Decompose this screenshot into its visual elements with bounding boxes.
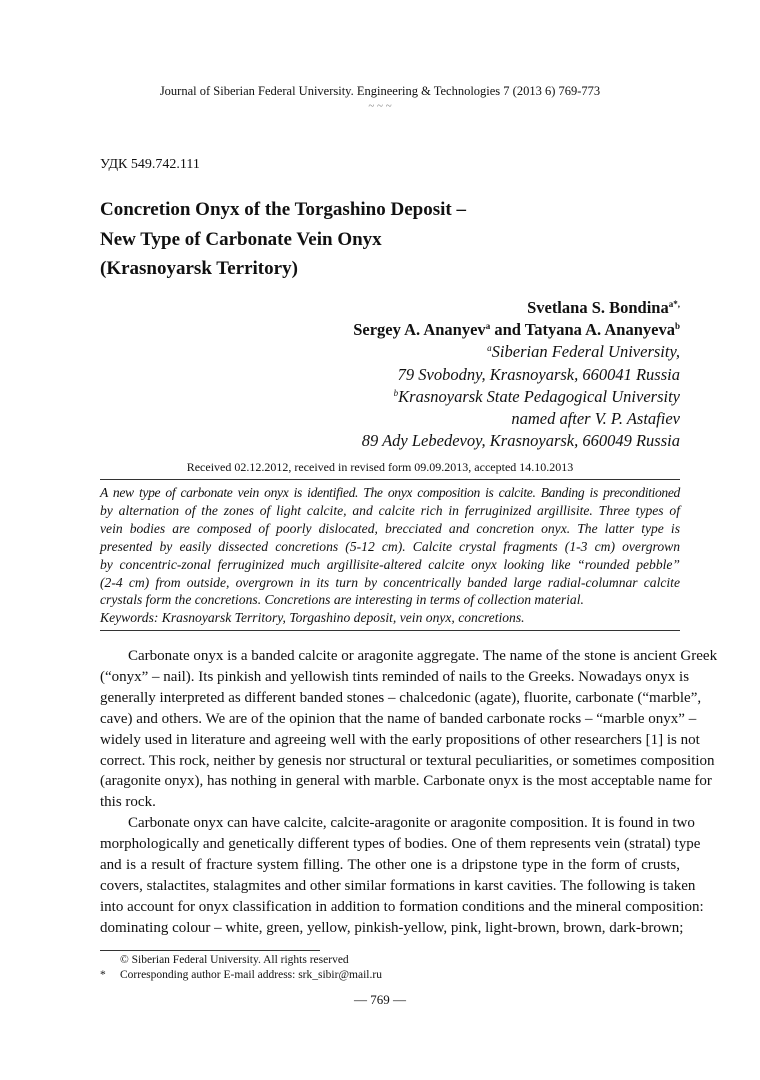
affiliation-address: 79 Svobodny, Krasnoyarsk, 660041 Russia bbox=[397, 364, 680, 384]
body-line: correct. This rock, neither by genesis nor structural or textural peculiarities, or sometimes composition bbox=[100, 752, 715, 769]
udk-code: УДК 549.742.111 bbox=[100, 157, 200, 172]
body-line: widely used in literature and agreeing well with the early propositions of other researchers [1] is not bbox=[100, 731, 700, 748]
title-line: (Krasnoyarsk Territory) bbox=[100, 258, 298, 279]
body-line: Carbonate onyx can have calcite, calcite-aragonite or aragonite composition. It is found in two bbox=[128, 815, 695, 832]
header-ornament: ~ ~ ~ bbox=[368, 100, 392, 112]
body-line: into account for onyx classification in addition to formation conditions and the mineral composition: bbox=[100, 898, 704, 915]
body-line: cave) and others. We are of the opinion that the name of banded carbonate rocks – “marble onyx” – bbox=[100, 710, 697, 727]
affiliation bbox=[353, 341, 680, 363]
affiliation bbox=[353, 386, 680, 408]
author-name: Tatyana A. Ananyeva bbox=[524, 320, 675, 340]
copyright-note: © Siberian Federal University. All rights reserved bbox=[120, 954, 349, 966]
authors-block bbox=[353, 297, 680, 452]
abstract-line: by alternation of the zones of light calcite, and calcite rich in ferruginized argillisite. Three types of bbox=[100, 502, 680, 518]
author-line bbox=[353, 297, 680, 319]
divider bbox=[100, 630, 680, 631]
body-line: and is a result of fracture system filling. The other one is a dripstone type in the form of crusts, bbox=[100, 857, 680, 874]
body-line: morphologically and genetically different types of bodies. One of them represents vein (stratal) type bbox=[100, 836, 701, 853]
footnote-text: Corresponding author E-mail address: srk_sibir@mail.ru bbox=[120, 969, 382, 981]
author-conjunction: and bbox=[490, 320, 525, 340]
abstract-line: by concentric-zonal ferruginized much argillisite-altered calcite onyx looking like “rounded pebble” bbox=[100, 556, 680, 572]
received-dates: Received 02.12.2012, received in revised form 09.09.2013, accepted 14.10.2013 bbox=[186, 460, 574, 474]
body-line: dominating colour – white, green, yellow, pinkish-yellow, pink, light-brown, brown, dark-brown; bbox=[100, 919, 684, 936]
abstract-line: presented by easily dissected concretions (5-12 cm). Calcite crystal fragments (1-3 cm) overgrown bbox=[100, 538, 680, 554]
body-line: covers, stalactites, stalagmites and other similar formations in karst cavities. The following is taken bbox=[100, 877, 696, 894]
body-line: (“onyx” – nail). Its pinkish and yellowish tints reminded of nails to the Greeks. Nowadays onyx is bbox=[100, 668, 690, 685]
affiliation-line: named after V. P. Astafiev bbox=[511, 409, 680, 429]
abstract-line: crystals form the concretions. Concretions are interesting in terms of collection material. bbox=[100, 592, 584, 608]
title-line: New Type of Carbonate Vein Onyx bbox=[100, 228, 382, 250]
body-text bbox=[100, 646, 718, 939]
title-line: Concretion Onyx of the Torgashino Deposit – bbox=[100, 199, 466, 220]
abstract-line: (2-4 cm) from outside, overgrown in its turn by concentrically banded large radial-columnar calcite bbox=[100, 574, 680, 590]
affiliation-address: 89 Ady Lebedevoy, Krasnoyarsk, 660049 Russia bbox=[361, 431, 680, 451]
divider bbox=[100, 479, 680, 480]
footnote-divider bbox=[100, 950, 320, 951]
body-line: generally interpreted as different banded stones – chalcedonic (agate), fluorite, carbonate (“marble”, bbox=[100, 689, 702, 706]
body-line: this rock. bbox=[100, 794, 156, 811]
article-title bbox=[100, 195, 466, 284]
body-line: (aragonite onyx), has nothing in general with marble. Carbonate onyx is the most acceptable name for bbox=[100, 773, 712, 790]
author-line bbox=[353, 319, 680, 341]
author-superscript: b bbox=[674, 321, 680, 332]
affiliation-superscript: a bbox=[487, 343, 492, 354]
abstract bbox=[100, 484, 680, 609]
footnote-star: * bbox=[100, 969, 106, 981]
abstract-line: A new type of carbonate vein onyx is identified. The onyx composition is calcite. Banding is preconditioned bbox=[100, 485, 680, 500]
author-superscript: a*, bbox=[668, 299, 680, 309]
author-superscript: a bbox=[485, 321, 491, 332]
affiliation-name: Siberian Federal University, bbox=[491, 342, 680, 362]
keywords: Keywords: Krasnoyarsk Territory, Torgashino deposit, vein onyx, concretions. bbox=[100, 610, 525, 625]
author-name: Sergey A. Ananyev bbox=[353, 320, 486, 340]
author-name: Svetlana S. Bondina bbox=[527, 298, 669, 317]
abstract-line: vein bodies are composed of poorly dislocated, brecciated and concretion onyx. The latter type is bbox=[100, 520, 680, 536]
affiliation-superscript: b bbox=[393, 387, 399, 398]
page-number: — 769 — bbox=[354, 992, 406, 1007]
body-line: Carbonate onyx is a banded calcite or aragonite aggregate. The name of the stone is ancient Greek bbox=[128, 648, 718, 664]
affiliation-name: Krasnoyarsk State Pedagogical University bbox=[398, 386, 680, 406]
corresponding-note bbox=[100, 968, 382, 982]
journal-header: Journal of Siberian Federal University. Engineering & Technologies 7 (2013 6) 769-773 bbox=[159, 84, 601, 98]
